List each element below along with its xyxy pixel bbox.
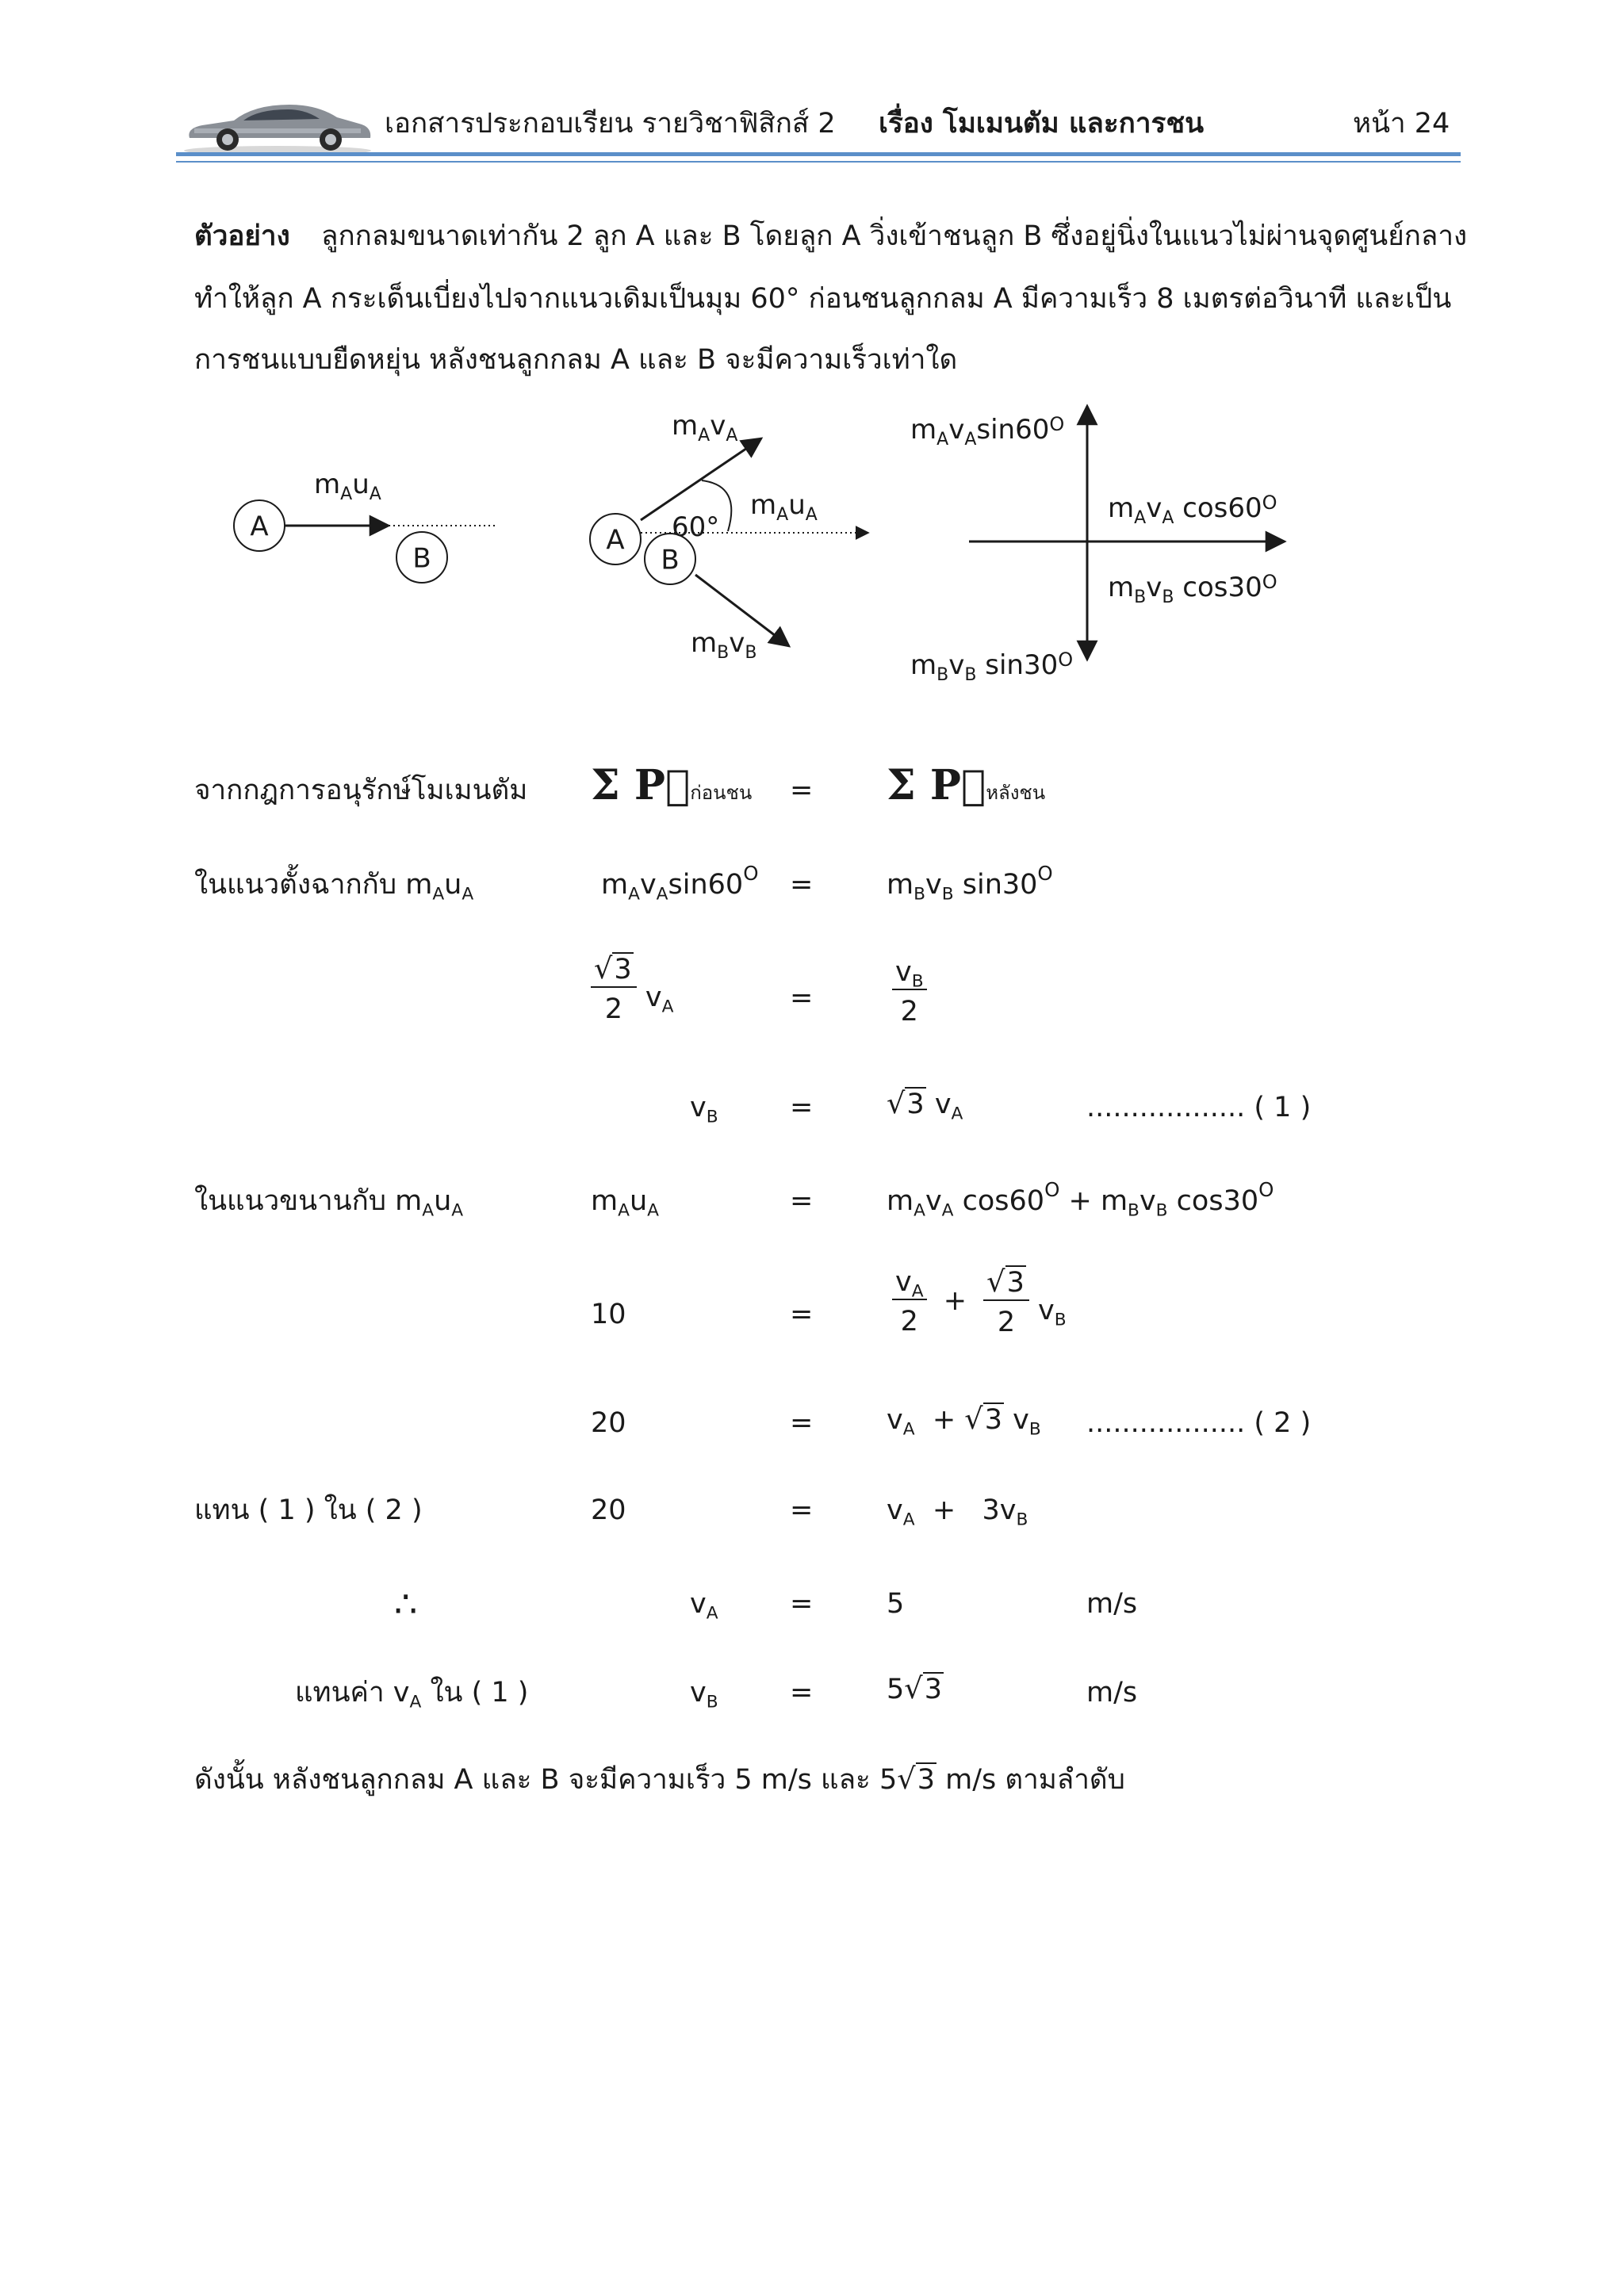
perp-direction-label: ในแนวตั้งฉากกับ $m_Au_A$: [194, 869, 474, 905]
parallel-rhs: $m_Av_A$ $\cos 60^O + m_Bv_B$ $\cos 30^O$: [887, 1177, 1274, 1221]
perp-simplified-lhs: $\frac{√3}{2}$ $v_A$: [591, 951, 673, 1026]
equals-sign: =: [790, 1494, 814, 1526]
eq1-reference: .................. ( 1 ): [1086, 1092, 1312, 1123]
label-ma-va: $m_Av_A$: [672, 410, 738, 446]
sum-p-after: Σ P⃗หลังชน: [887, 761, 1046, 809]
perp-rhs: $m_Bv_B$ $\sin 30^O$: [887, 861, 1053, 905]
substitute-va-label: แทนค่า $v_A$ ใน ( 1 ): [295, 1677, 529, 1712]
label-ma-va-cos60: $m_Av_A$ $\cos 60^O$: [1108, 492, 1277, 528]
equals-sign: =: [790, 869, 814, 901]
perp-lhs: $m_Av_A\sin 60^O$: [601, 861, 759, 905]
va-symbol: $v_A$: [690, 1588, 718, 1624]
equals-sign: =: [790, 1588, 814, 1620]
collision-diagram: [0, 381, 1624, 698]
equals-sign: =: [790, 1185, 814, 1217]
header-divider-thin: [176, 161, 1461, 163]
example-label: ตัวอย่าง: [194, 220, 290, 252]
header-doc-title: เอกสารประกอบเรียน รายวิชาฟิสิกส์ 2: [385, 108, 836, 140]
equals-sign: =: [790, 1677, 814, 1709]
after-subscript: หลังชน: [986, 782, 1046, 804]
label-mb-vb-sin30: $m_Bv_B$ $\sin 30^O$: [910, 649, 1074, 685]
va-value: 5: [887, 1588, 905, 1620]
ball-a-before-label: A: [250, 511, 269, 543]
label-mb-vb-cos30: $m_Bv_B$ $\cos 30^O$: [1108, 571, 1277, 607]
substituted-rhs: $v_A + 3v_B$: [887, 1494, 1028, 1530]
parallel-lhs: $m_Au_A$: [591, 1185, 659, 1221]
equals-sign: =: [790, 982, 814, 1014]
va-unit: m/s: [1086, 1588, 1138, 1620]
header-topic: เรื่อง โมเมนตัม และการชน: [879, 108, 1205, 140]
example-line-2: ทำให้ลูก A กระเด็นเบี่ยงไปจากแนวเดิมเป็นมุม 60° ก่อนชนลูกกลม A มีความเร็ว 8 เมตรต่อวินาที และเป็น: [194, 283, 1452, 315]
angle-label: 60°: [672, 511, 720, 543]
ball-a-collision-label: A: [606, 524, 625, 557]
vb-symbol: $v_B$: [690, 1092, 718, 1127]
eq2-reference: .................. ( 2 ): [1086, 1407, 1312, 1439]
label-ma-ua-1: $m_Au_A$: [314, 469, 381, 504]
header-page-number: หน้า 24: [1353, 108, 1450, 140]
label-ma-ua-2: $m_Au_A$: [750, 489, 818, 525]
car-logo: [178, 94, 377, 157]
parallel-simplified-rhs: $\frac{v_A}{2}$ + $\frac{√3}{2}$ $v_B$: [892, 1265, 1067, 1339]
vb-unit: m/s: [1086, 1677, 1138, 1709]
ball-b-collision-label: B: [661, 544, 680, 576]
example-line-3: การชนแบบยืดหยุ่น หลังชนลูกกลม A และ B จะมีความเร็วเท่าใด: [194, 344, 958, 376]
eq1-rhs: √3 $v_A$: [887, 1086, 963, 1124]
velocity-arrow-a-after: [641, 438, 761, 520]
equals-sign: =: [790, 1092, 814, 1123]
sum-p-before: Σ P⃗ก่อนชน: [591, 761, 753, 809]
label-ma-va-sin60: $m_Av_A\sin 60^O$: [910, 413, 1065, 450]
conservation-label: จากกฎการอนุรักษ์โมเมนตัม: [194, 775, 528, 806]
substitute-label: แทน ( 1 ) ใน ( 2 ): [194, 1494, 423, 1526]
example-line-1: ลูกกลมขนาดเท่ากัน 2 ลูก A และ B โดยลูก A วิ่งเข้าชนลูก B ซึ่งอยู่นิ่งในแนวไม่ผ่านจุดศูนย์กลาง: [321, 220, 1468, 252]
value-20-a: 20: [591, 1407, 626, 1439]
conclusion: ดังนั้น หลังชนลูกกลม A และ B จะมีความเร็ว 5 m/s และ 5√3 m/s ตามลำดับ: [194, 1762, 1125, 1796]
eq2-rhs: $v_A + √3$ $v_B$: [887, 1402, 1041, 1440]
value-20-b: 20: [591, 1494, 626, 1526]
equals-sign: =: [790, 775, 814, 806]
therefore-symbol: ∴: [394, 1582, 418, 1625]
vb-value: 5√3: [887, 1671, 942, 1705]
header-divider: [176, 152, 1461, 156]
label-mb-vb: $m_Bv_B$: [691, 627, 757, 663]
equals-sign: =: [790, 1299, 814, 1330]
parallel-direction-label: ในแนวขนานกับ $m_Au_A$: [194, 1185, 464, 1221]
perp-simplified-rhs: $\frac{v_B}{2}$: [892, 955, 927, 1028]
value-10: 10: [591, 1299, 626, 1330]
vb-symbol-final: $v_B$: [690, 1677, 718, 1712]
equals-sign: =: [790, 1407, 814, 1439]
before-subscript: ก่อนชน: [690, 782, 753, 804]
ball-b-before-label: B: [412, 542, 431, 575]
